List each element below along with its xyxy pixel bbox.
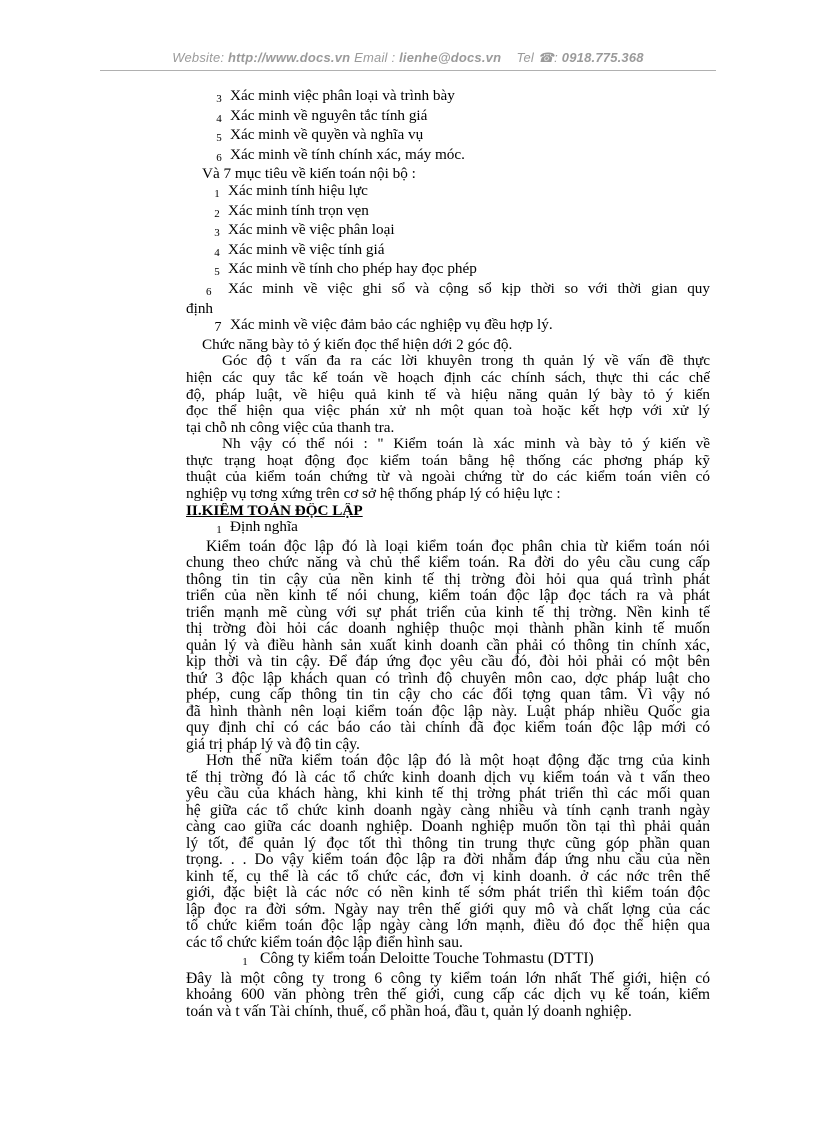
list-number: 1 [214, 187, 220, 200]
text-line: yêu cầu của khách hàng, khi kinh tế thị trờng phát triển thì các mối quan [186, 786, 710, 803]
list-item: Xác minh về việc đảm bảo các nghiệp vụ đều hợp lý. [230, 317, 553, 334]
list-item: Xác minh về việc ghi sổ và cộng sổ kịp thời so với thời gian quy [228, 280, 710, 297]
list-item: Xác minh về tính chính xác, máy móc. [230, 146, 465, 163]
text-line: lập đọc ra đời sớm. Ngày nay trên thế giới quy mô và chất lợng của các [186, 901, 710, 918]
text-line: triển của nền kinh tế nói chung, kiểm toán độc lập đọc tách ra và phát [186, 588, 710, 605]
text-line: Nh vậy có thể nói : " Kiểm toán là xác minh và bày tỏ ý kiến về [222, 436, 710, 453]
list-number: 6 [206, 285, 212, 298]
list-item: Xác minh về tính cho phép hay đọc phép [228, 261, 477, 278]
text-line: càng cao giữa các doanh nghiệp. Doanh nghiệp muốn tồn tại thì phải quản [186, 819, 710, 836]
website-label: Website: [172, 50, 225, 65]
text-line: thông tin tin cậy của nền kinh tế thị trờng đòi hỏi qua quá trình phát [186, 571, 710, 588]
list-item: Xác minh việc phân loại và trình bày [230, 88, 455, 104]
list-number: 4 [216, 112, 222, 125]
subheading: Định nghĩa [230, 519, 298, 536]
list-number: 5 [214, 266, 220, 279]
list-item: Xác minh tính trọn vẹn [228, 202, 369, 219]
text-line: Kiểm toán độc lập đó là loại kiểm toán đọc phân chia từ kiểm toán nói [206, 538, 710, 555]
text-line: đọc thể hiện qua việc phán xử nh một quan toà hoặc kết hợp với xử lý [186, 403, 710, 420]
list-number: 1 [216, 524, 222, 537]
text-line: đã hình thành nên loại kiểm toán độc lập này. Luật pháp nhiều Quốc gia [186, 703, 710, 720]
text-line: chung theo chức năng và chủ thể kiểm toán. Ra đời do yêu cầu cung cấp [186, 555, 710, 572]
list-number: 6 [216, 151, 222, 164]
text-line: tế thị trờng đó là các tổ chức kinh doanh dịch vụ kiểm toán và t vấn theo [186, 769, 710, 786]
text-line: giá trị pháp lý và độ tin cậy. [186, 736, 360, 753]
section-heading: II.KIỂM TOÁN ĐỘC LẬP [186, 502, 363, 519]
function-sentence: Chức năng bày tỏ ý kiến đọc thể hiện dới 2 góc độ. [202, 336, 513, 353]
header-divider [100, 70, 716, 71]
text-line: thị trờng đòi hỏi các doanh nghiệp thuộc mọi thành phần kinh tế muốn [186, 621, 710, 638]
list-item: Xác minh về việc phân loại [228, 222, 395, 239]
document-body [186, 88, 710, 1020]
text-line: hiện các quy tắc kế toán về hoạch định các chính sách, thực thi các chế [186, 369, 710, 386]
text-line: giới, đặc biệt là các nớc có nền kinh tế sớm phát triển thì kiểm toán độc [186, 885, 710, 902]
text-line: hệ giữa các tổ chức kinh doanh ngày càng nhiều và tính cạnh tranh ngày [186, 802, 710, 819]
list-internal-objectives [186, 183, 710, 301]
list-number: 1 [242, 956, 248, 969]
text-line: quản lý và điều hành sản xuất kinh doanh cần phải có thông tin chính xác, [186, 637, 710, 654]
text-line: toán và t vấn Tài chính, thuế, cổ phần hoá, đầu t, quản lý doanh nghiệp. [186, 1003, 632, 1020]
text-line: tổ chức kiểm toán độc lập ngày càng lớn mạnh, điều đó đọc thể hiện qua [186, 918, 710, 935]
paragraph-deloitte [186, 971, 710, 1021]
text-line: nghiệp vụ tơng xứng trên cơ sở hệ thống pháp lý có hiệu lực : [186, 486, 561, 503]
paragraph-definition-quote [186, 436, 710, 502]
text-line: lý tốt, để quản lý đọc tốt thì thông tin trung thực cũng góp phần quan [186, 835, 710, 852]
text-line: khoảng 600 văn phòng trên thế giới, cung cấp các dịch vụ kế toán, kiểm [186, 987, 710, 1004]
text-line: Góc độ t vấn đa ra các lời khuyên trong th quản lý về vấn đề thực [222, 353, 710, 370]
list-item: Xác minh về nguyên tắc tính giá [230, 107, 428, 124]
company-heading: Công ty kiểm toán Deloitte Touche Tohmastu (DTTI) [260, 951, 594, 968]
list-number: 4 [214, 246, 220, 259]
text-line: kinh tế, cụ thể là các tổ chức các, đơn vị kinh doanh. ở các nớc trên thế [186, 868, 710, 885]
text-line: tại chỗ nh công việc của thanh tra. [186, 419, 395, 436]
list-item: Xác minh về quyền và nghĩa vụ [230, 127, 424, 144]
paragraph-independent-audit [186, 539, 710, 754]
paragraph-market-economy [186, 753, 710, 951]
text-line: độ, pháp luật, về hiệu quả kinh tế và hiệu năng quản lý bày tỏ ý kiến [186, 386, 710, 403]
list-intro: Và 7 mục tiêu về kiến toán nội bộ : [202, 166, 416, 183]
text-line: Đây là một công ty trong 6 công ty kiểm toán lớn nhất Thế giới, hiện có [186, 970, 710, 987]
list-item: Xác minh về việc tính giá [228, 241, 385, 258]
email-label: Email : [354, 50, 396, 65]
list-number: 3 [214, 227, 220, 240]
list-number: 3 [216, 93, 222, 105]
list-item: Xác minh tính hiệu lực [228, 182, 368, 199]
text-line: trọng. . . Do vậy kiểm toán độc lập ra đời nhằm đáp ứng nhu cầu của nền [186, 852, 710, 869]
page-header [100, 50, 716, 66]
text-line: các tổ chức kiểm toán độc lập điển hình sau. [186, 934, 463, 951]
tel-label: Tel ☎: [516, 50, 558, 65]
list-number: 2 [214, 207, 220, 220]
text-line: kịp thời và tin cậy. Để đáp ứng đọc yêu cầu đó, đòi hỏi phải có một bên [186, 654, 710, 671]
list-item-continuation: định [186, 300, 214, 317]
list-audit-objectives [186, 88, 710, 166]
text-line: quy định chỉ có các báo cáo tài chính đã đọc kiểm toán độc lập mới có [186, 720, 710, 737]
tel-number: 0918.775.368 [561, 50, 644, 65]
paragraph-advisory [186, 353, 710, 436]
list-number: 5 [216, 132, 222, 145]
text-line: triển mạnh mẽ cùng với sự phát triển của kinh tế thị trờng. Nền kinh tế [186, 604, 710, 621]
text-line: thực trạng hoạt động đọc kiểm toán bằng hệ thống các phơng pháp kỹ [186, 452, 710, 469]
text-line: thứ 3 độc lập khách quan có trình độ chuyên môn cao, dợc pháp luật cho [186, 670, 710, 687]
website-link[interactable]: http://www.docs.vn [228, 50, 351, 65]
text-line: phép, cung cấp thông tin tin cậy cho các đối tợng quan tâm. Vì vậy nó [186, 687, 710, 704]
email-link[interactable]: lienhe@docs.vn [399, 50, 502, 65]
text-line: thuật của kiểm toán chứng từ và ngoài chứng từ do các kiểm toán viên có [186, 469, 710, 486]
text-line: Hơn thế nữa kiểm toán độc lập đó là một hoạt động đặc trng của kinh [206, 753, 710, 770]
list-number: 7 [214, 320, 222, 336]
